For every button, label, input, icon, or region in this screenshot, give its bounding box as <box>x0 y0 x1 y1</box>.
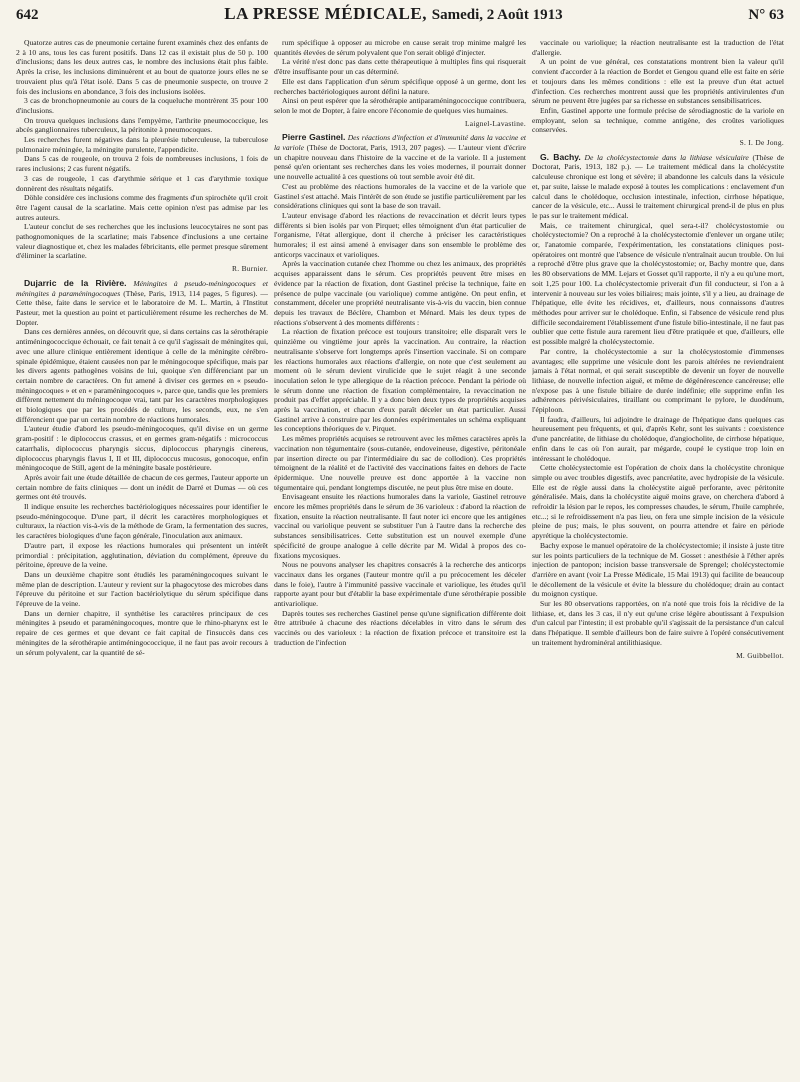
paragraph: Dans un dernier chapitre, il synthétise les caractères principaux de ces méningites à pseudo et paraméningocoques, montre que le rhino-pharynx est le repaire de ces germes et que devant ce fait capital de l'insuccès dans ces méningites de la sérothérapie antiméningococcique, il ne faut pas avoir recours à un sérum polyvalent, car la quantité de sé- <box>16 608 268 657</box>
paragraph: A un point de vue général, ces constatations montrent bien la valeur qu'il convient d'accorder à la réaction de Bordet et Gengou quand elle est faite en série et toujours dans les mêmes conditions : elle est la preuve d'un état actuel d'infection. Ces recherches montrent aussi que les propriétés antivirulentes d'un sérum ne peuvent être jugées par sa richesse en substances sensibilisatrices. <box>532 57 784 106</box>
columns <box>16 38 784 1078</box>
paragraph: Cette cholécystectomie est l'opération de choix dans la cholécystite chronique simple ou avec troubles digestifs, avec pancréatite, avec hydropisie de la vésicule. Elle est de règle aussi dans la cholécystite aiguë perforante, avec péritonite généralisée. Mais, dans la cholécystite aiguë moins grave, on cherchera d'abord à refroidir la lésion par le repos, les compresses chaudes, le sérum, l'huile camphrée, etc...; si le refroidissement n'a pas lieu, on fera une simple incision de la vésicule pleine de pus; mais, le plus souvent, on pourra attendre et faire en période apyrétique la cholécystectomie. <box>532 463 784 541</box>
paragraph: Quatorze autres cas de pneumonie certaine furent examinés chez des enfants de 2 à 10 ans, tous les cas furent positifs. Dans 12 cas il existait plus de 50 p. 100 d'inclusions; dans les deux autres cas, le nombre des inclusions était plus faible. Après la crise, les inclusions diminuèrent et au bout de quatorze jours elles ne se trouvaient plus qu'à l'état isolé. Dans 5 cas de pneumonie suspecte, on trouve 2 fois des inclusions en abondance, 3 fois des inclusions isolées. <box>16 38 268 96</box>
paragraph: Après avoir fait une étude détaillée de chacun de ces germes, l'auteur apporte un certain nombre de faits cliniques — dont un inédit de Darré et Dumas — où ces germes ont été trouvés. <box>16 472 268 502</box>
review-author: Pierre Gastinel. <box>282 132 346 143</box>
signature: R. Burnier. <box>232 264 268 274</box>
paragraph: Les recherches furent négatives dans la pleurésie tuberculeuse, la tuberculose pulmonaire méningée, la méningite purulente, l'appendicite. <box>16 135 268 154</box>
paragraph: L'auteur envisage d'abord les réactions de revaccination et décrit leurs types différents si bien isolés par von Pirquet; elles témoignent d'un état particulier de l'organisme, l'état allergique, dont il cherche à préciser les caractéristiques humorales; il est ainsi amené à envisager dans son ensemble le problème des anticorps vaccinaux et varioliques. <box>274 210 526 259</box>
review-author: Dujarric de la Rivière. <box>24 277 127 288</box>
paragraph: Dans 5 cas de rougeole, on trouva 2 fois de nombreuses inclusions, 1 fois de rares inclusions; 2 cas furent négatifs. <box>16 154 268 174</box>
paragraph: Envisageant ensuite les réactions humorales dans la variole, Gastinel retrouve encore les mêmes propriétés dans le sérum de 36 varioleux : d'abord la réaction de fixation, ensuite la réaction neutralisante. Il faut noter ici encore que les antigènes vaccinal ou variolique peuvent se substituer l'un à l'autre dans la recherche des substances sensibilisatrices. Cette substitution est un nouvel exemple d'une spécificité de groupe analogue à celle décrite par M. Widal à propos des co-fixations mycosiques. <box>274 492 526 560</box>
paragraph: Dans un deuxième chapitre sont étudiés les paraméningocoques suivant le même plan de description. L'auteur y revient sur la phagocytose des microbes dans l'épreuve du péritoine et sur l'action bactériolytique du sérum spécifique dans l'épreuve de la veine. <box>16 569 268 609</box>
journal-name: LA PRESSE MÉDICALE, <box>224 4 427 23</box>
paragraph: Bachy expose le manuel opératoire de la cholécystectomie; il insiste à juste titre sur les points particuliers de la technique de M. Gosset : anesthésie à l'éther après injection de pantopon; incision basse transversale de Sprengel; cholécystectomie d'arrière en avant (voir La Presse Médicale, 15 Mai 1913) qui facilite de beaucoup le décollement de la vésicule et évite la blessure du cholédoque; drain au contact du moignon cystique. <box>532 540 784 599</box>
journal-title <box>224 4 562 24</box>
paragraph: D'autre part, il expose les réactions humorales qui présentent un intérêt primordial : précipitation, agglutination, déviation du complément, épreuve du péritoine, épreuve de la veine. <box>16 540 268 570</box>
review-reference: (Thèse, Paris, 1913, 114 pages, 5 figures). — Cette thèse, faite dans le service et le laboratoire de M. L. Martin, à l'Institut Pasteur, met la question au point et particulièrement résume les recherches de M. Dopter. <box>16 288 268 327</box>
column-2 <box>274 38 526 1078</box>
column-3 <box>532 38 784 1078</box>
paragraph: Les mêmes propriétés acquises se retrouvent avec les mêmes caractères après la vaccination non tégumentaire (sous-cutanée, endoveineuse, digestive, péritonéale par insertion directe ou par l'intermédiaire du sac de collodion). Ces propriétés témoignent de la réalité et de l'activité des vaccinations faites en dehors de l'acte épidermique. Une nouvelle preuve est donc apportée à la vaccine non tégumentaire qui, pendant longtemps discutée, ne peut plus être mise en doute. <box>274 434 526 492</box>
review-title: Des réactions d'infection et d'immunité dans la vaccine et la variole <box>274 133 526 153</box>
paragraph: 3 cas de bronchopneumonie au cours de la coqueluche montrèrent 35 pour 100 d'inclusions. <box>16 96 268 115</box>
paragraph: Sur les 80 observations rapportées, on n'a noté que trois fois la récidive de la lithiase, et, dans les 3 cas, il n'y eut qu'une crise légère aboutissant à l'expulsion d'un calcul par l'intestin; il est probable qu'il s'agissait de la persistance d'un calcul dans l'hépatique. Il semble d'ailleurs bon de faire suivre à l'opéré consécutivement un traitement hydrominéral antilithiasique. <box>532 599 784 647</box>
review-entry <box>274 133 526 182</box>
paragraph: Dans ces dernières années, on découvrit que, si dans certains cas la sérothérapie antiméningococcique échouait, ce fait tenait à ce qu'il s'agissait de méningites qui, avec une allure clinique entièrement identique à celle de la méningite cérébro-spinale épidémique, étaient causées non par le méningocoque spécifique, mais par les divers agents pathogènes voisins de lui, quoique s'en différenciant par un certain nombre de caractères. On fut amené à diviser ces germes en « pseudo-méningocoques » et en « paraméningocoques », parce que, tandis que les premiers diffèrent nettement du méningocoque vrai, tant par les caractères morphologiques et biologiques que par les procédés de culture, les seconds, eux, ne s'en différencient que par un certain nombre de réactions humorales. <box>16 327 268 424</box>
review-author: G. Bachy. <box>540 151 581 162</box>
paragraph: Il indique ensuite les recherches bactériologiques nécessaires pour identifier le pseudo-méningocoque. D'une part, il décrit les caractères morphologiques et culturaux, la réaction vis-à-vis de la méthode de Gram, la fermentation des sucres, les caractères biologiques d'une façon générale, l'inoculation aux animaux. <box>16 502 268 541</box>
paragraph: Elle est dans l'application d'un sérum spécifique opposé à un germe, dont les recherches bactériologiques auront défini la nature. <box>274 76 526 96</box>
paragraph: On trouva quelques inclusions dans l'empyème, l'arthrite pneumococcique, les abcès ganglionnaires tuberculeux, la péritonite à pneumocoques. <box>16 115 268 135</box>
signature: M. Guibbellot. <box>736 650 784 660</box>
page-number: 642 <box>16 7 39 23</box>
paragraph: Ainsi on peut espérer que la sérothérapie antiparaméningococcique contribuera, selon le mot de Dopter, à faire encore l'économie de quelques vies humaines. <box>274 96 526 115</box>
paragraph: 3 cas de rougeole, 1 cas d'arythmie sérique et 1 cas d'arythmie toxique donnèrent des résultats négatifs. <box>16 173 268 193</box>
paragraph: Par contre, la cholécystectomie a sur la cholécystostomie d'immenses avantages; elle supprime une vésicule dont les parois altérées ne reviendraient jamais à l'état normal, et qui serait susceptible de devenir un foyer de nouvelle lithiase, de nouvelle infection aiguë, et même de dégénérescence cancéreuse; elle n'expose pas à une fistule biliaire de durée indéfinie; elle supprime enfin les adhérences périvésiculaires, tiraillant ou comprimant le pylore, le duodénum, l'épiploon. <box>532 346 784 415</box>
paragraph: Il faudra, d'ailleurs, lui adjoindre le drainage de l'hépatique dans quelques cas heureusement peu fréquents, et qui, d'après Kehr, sont les suivants : coexistence d'une pancréatite, de lithiase du cholédoque, d'angiocholite, de cirrhose hépatique, enfin dans le cas où l'on aurait, par mégarde, coupé le cystique trop loin en intéressant le cholédoque. <box>532 414 784 463</box>
issue-date: Samedi, 2 Août 1913 <box>431 7 563 23</box>
paragraph: Mais, ce traitement chirurgical, quel sera-t-il? cholécystostomie ou cholécystectomie? On a reproché à la cholécystectomie d'enlever un organe utile; or, l'anatomie comparée, l'expérimentation, les constatations cliniques post-opératoires ont montré que l'absence de vésicule n'entraînait aucun trouble. On lui a reproché d'être plus grave que la cholécystostomie; or, Bachy montre que, dans les 80 observations de MM. Lejars et Gosset qu'il rapporte, il n'y a eu qu'une mort, soit 1,25 pour 100. La cholécystectomie priverait d'un fil conducteur, si l'on a à intervenir à nouveau sur les voies biliaires; mais jointe, s'il y a lieu, au drainage de l'hépatique, elle évite les récidives, et, d'ailleurs, nous connaissons d'autres méthodes pour arriver sur le cholédoque. Enfin, si l'absence de vésicule rend plus difficile secondairement l'établissement d'une fistule bilio-intestinale, il ne faut pas oublier que cette fistule aura rarement lieu d'être pratiquée et que, d'ailleurs, elle est possible malgré la cholécystectomie. <box>532 220 784 347</box>
review-entry <box>532 153 784 221</box>
paragraph: L'auteur étudie d'abord les pseudo-méningocoques, qu'il divise en un germe gram-positif : le diplococcus crassus, et en germes gram-négatifs : micrococcus catarrhalis, diplococcus pharyngis siccus, diplococcus pharyngis cinereus, diplococcus pharyngis flavus I, II et III, diplococcus mucosus, gonocoque, enfin méningocoque de Still, agent de la méningite basale postérieure. <box>16 424 268 473</box>
issue-number: N° 63 <box>748 7 784 23</box>
review-title: Méningites à pseudo-méningocoques et méningites à paraméningocoques <box>16 278 268 298</box>
paragraph: vaccinale ou variolique; la réaction neutralisante est la traduction de l'état d'allergie. <box>532 38 784 57</box>
paragraph: C'est au problème des réactions humorales de la vaccine et de la variole que Gastinel s'est attaché. Mais l'intérêt de son étude se justifie particulièrement par les considérations cliniques qui sont la base de son travail. <box>274 181 526 211</box>
review-reference: (Thèse de Doctorat, Paris, 1913, 207 pages). — L'auteur vient d'écrire un chapitre nouveau dans l'histoire de la vaccine et de la variole. Il a justement pensé qu'en orientant ses recherches dans les voies modernes, il pourrait donner une nouvelle actualité à ces questions où tout semble avoir été dit. <box>274 143 526 182</box>
signature: S. I. De Jong. <box>739 138 784 148</box>
paragraph: rum spécifique à opposer au microbe en cause serait trop minime malgré les quantités élevées de sérum polyvalent que l'on serait obligé d'injecter. <box>274 38 526 57</box>
paragraph: La réaction de fixation précoce est toujours transitoire; elle disparaît vers le quinzième ou vingtième jour après la vaccination. Au contraire, la réaction neutralisante s'observe fort longtemps après l'insertion vaccinale. Si on compare les réactions humorales aux réactions d'allergie, on note que c'est seulement au moment où le sérum devient virulicide que le sujet réagit à une seconde inoculation selon le type allergique de la réaction précoce. Pendant la période où le sérum donne une réaction de fixation complémentaire, la revaccination ne produit pas d'effet appréciable. Il y a donc bien deux types de propriétés acquises après la vaccination, et chacun d'eux paraît déceler un état particulier. Aussi Gastinel arrive à construire par les données expérimentales un schéma expliquant les conceptions théoriques de v. Pirquet. <box>274 327 526 434</box>
paragraph: Nous ne pouvons analyser les chapitres consacrés à la recherche des anticorps vaccinaux dans les organes (l'auteur montre qu'il a pu précocement les déceler dans le foie), l'autre à l'immunité passive vaccinale et variolique, les études qu'il rapporte ayant pour but d'établir la base expérimentale d'une sérothérapie possible antivariolique. <box>274 560 526 609</box>
review-reference: (Thèse de Doctorat, Paris, 1913, 182 p.). — Le traitement médical dans la cholécystite calculeuse chronique est long et sévère; il abandonne les calculs dans la vésicule et, par suite, laisse le malade exposé à toutes les complications : enclavement d'un calcul dans le cholédoque, occlusion intestinale, infection, cirrhose hépatique, cancer de la vésicule, etc... Aussi le traitement chirurgical prend-il de plus en plus le pas sur le traitement médical. <box>532 152 784 220</box>
paragraph: Daprès toutes ses recherches Gastinel pense qu'une signification différente doit être attribuée à chacune des réactions décelables in vitro dans le sérum des vaccinés ou des varioleux : la réaction de fixation précoce et transitoire est la traduction de l'infection <box>274 608 526 647</box>
paragraph: Après la vaccination cutanée chez l'homme ou chez les animaux, des propriétés acquises apparaissent dans le sérum. Ces propriétés peuvent être mises en évidence par la réaction de fixation, dont Gastinel précise la technique, faite en présence de pulpe vaccinale (ou variolique) comme antigène. On peut enfin, et constamment, déceler une propriété neutralisante vis-à-vis du vaccin, bien connue depuis les travaux de Béclère, Chambon et Ménard. Mais les deux types de réactions s'observent à des moments différents : <box>274 259 526 327</box>
column-1 <box>16 38 268 1078</box>
review-entry <box>16 279 268 328</box>
paragraph: Döhle considère ces inclusions comme des fragments d'un spirochète qu'il croit être l'agent causal de la scarlatine. Mais cette opinion n'est pas admise par les autres auteurs. <box>16 193 268 222</box>
paragraph: Enfin, Gastinel apporte une formule précise de sérodiagnostic de la variole en employant, selon sa technique, comme antigène, des croûtes varioliques conservées. <box>532 105 784 135</box>
paragraph: L'auteur conclut de ses recherches que les inclusions leucocytaires ne sont pas pathognomoniques de la scarlatine; mais l'absence d'inclusions a une certaine valeur diagnostique et, chez les malades fébricitants, elle permet presque sûrement d'éliminer la scarlatine. <box>16 222 268 261</box>
paragraph: La vérité n'est donc pas dans cette thérapeutique à multiples fins qui risquerait d'être insuffisante pour un cas déterminé. <box>274 57 526 77</box>
page-header <box>16 4 784 38</box>
review-title: De la cholécystectomie dans la lithiase vésiculaire <box>584 152 749 162</box>
signature: Laignel-Lavastine. <box>464 118 526 128</box>
